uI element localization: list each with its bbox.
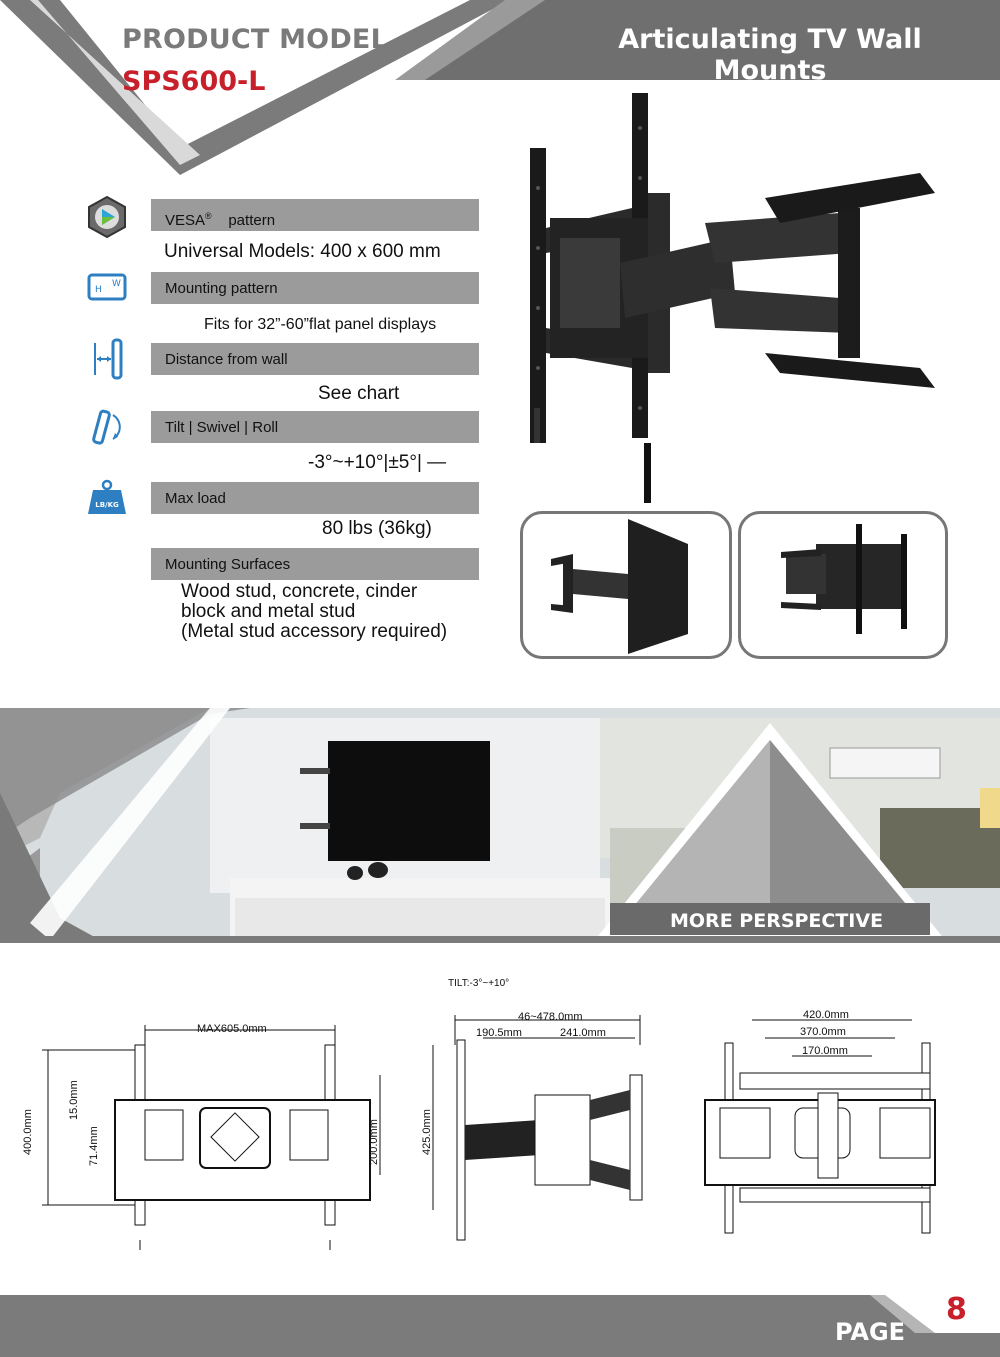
spec-value-surfaces [181,582,447,642]
page-number: 8 [946,1292,967,1327]
side-view-drawing [425,1010,655,1250]
tilt-note: TILT:-3°~+10° [448,978,510,989]
dim-depth: 46~478.0mm [518,1011,583,1023]
h-letter: H [95,285,102,295]
lb-kg-text: LB/KG [95,501,119,509]
spec-value-mounting-pattern: Fits for 32”-60”flat panel displays [204,316,437,333]
thumbnail-side-view [520,511,732,659]
page-label: PAGE [835,1318,906,1346]
tilt-swivel-roll-icon [85,405,129,449]
max-load-icon [85,476,129,520]
vesa-icon [85,195,129,239]
spec-label-surfaces: Mounting Surfaces [151,548,479,580]
dim-max-width: MAX605.0mm [197,1023,267,1035]
pattern-word: pattern [228,212,276,229]
surfaces-line-2: block and metal stud [181,601,356,622]
vesa-word: VESA [165,212,206,229]
dim-top-offset: 15.0mm [68,1080,80,1120]
thumbnail-rear-view [738,511,948,659]
spec-label-max-load: Max load [151,482,479,514]
product-image [520,88,940,506]
dim-top-w2: 370.0mm [800,1026,846,1038]
spec-value-distance: See chart [318,383,400,404]
dim-top-w1: 420.0mm [803,1009,849,1021]
perspective-banner [0,708,1000,943]
mounting-pattern-icon [85,270,129,314]
more-perspective-label: MORE PERSPECTIVE [670,910,884,932]
spec-label-vesa [151,199,479,231]
dim-front-height: 400.0mm [22,1109,34,1155]
spec-value-vesa: Universal Models: 400 x 600 mm [164,241,441,262]
top-view-drawing [700,1008,950,1248]
registered-mark: ® [205,211,212,221]
dim-seg1: 190.5mm [476,1027,522,1039]
category-title: Articulating TV Wall Mounts [618,24,922,86]
spec-value-max-load: 80 lbs (36kg) [322,518,432,539]
spec-label-distance: Distance from wall [151,343,479,375]
spec-label-tilt: Tilt | Swivel | Roll [151,411,479,443]
front-view-drawing [30,1015,400,1250]
spec-label-mounting-pattern: Mounting pattern [151,272,479,304]
distance-from-wall-icon [85,337,129,381]
spec-value-tilt: -3°~+10°|±5°| — [308,452,447,473]
model-number: SPS600-L [122,66,266,97]
w-letter: W [112,279,121,289]
surfaces-line-3: (Metal stud accessory required) [181,621,448,642]
dim-hole: 71.4mm [88,1126,100,1166]
dim-seg2: 241.0mm [560,1027,606,1039]
product-model-label: PRODUCT MODEL [122,24,388,55]
dim-top-w3: 170.0mm [802,1045,848,1057]
dim-plate-height: 200.0mm [368,1119,380,1165]
dim-side-height: 425.0mm [421,1109,433,1155]
surfaces-line-1: Wood stud, concrete, cinder [181,581,418,602]
